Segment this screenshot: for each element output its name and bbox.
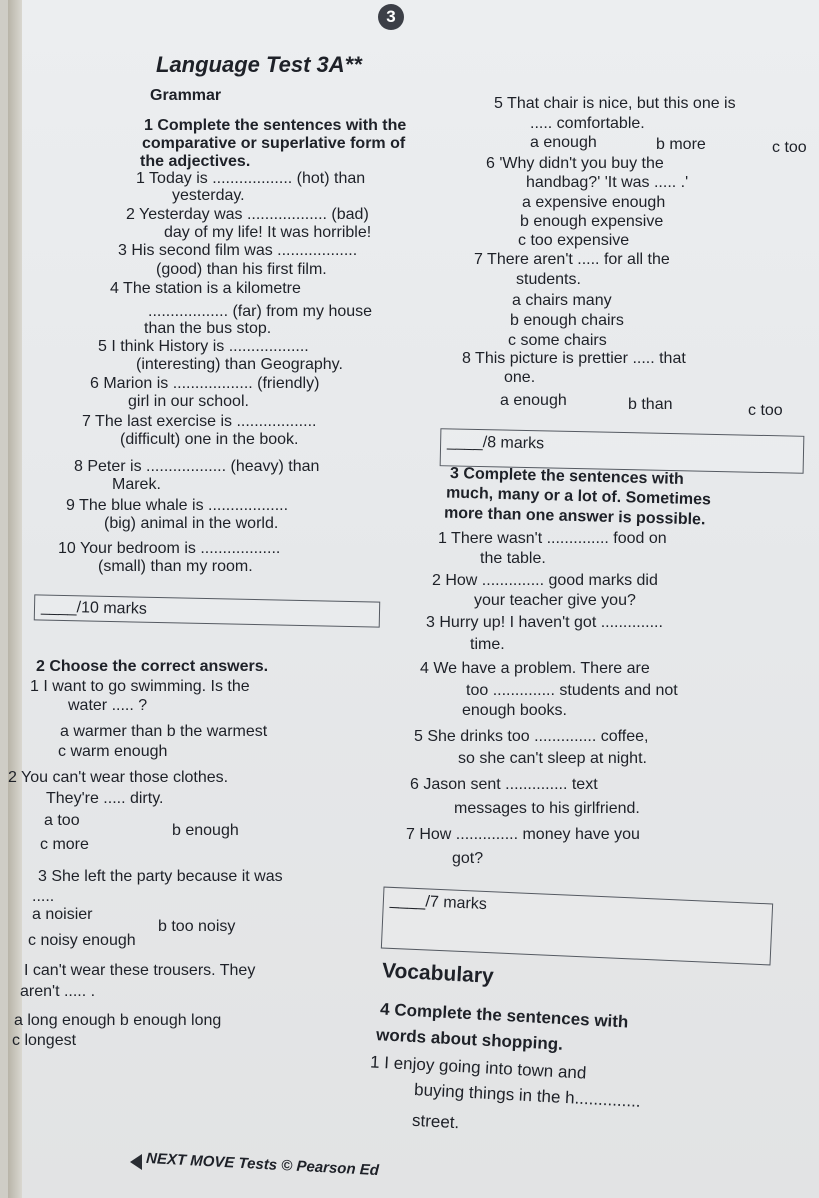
- footer-copyright: NEXT MOVE Tests © Pearson Ed: [145, 1149, 380, 1180]
- ex2-line: 3 She left the party because it was: [38, 868, 283, 885]
- ex2-right-line: a enough: [530, 134, 597, 151]
- ex2-instruction: 2 Choose the correct answers.: [36, 658, 269, 675]
- ex2-line: b too noisy: [158, 918, 236, 935]
- ex2-right-line: c too: [772, 139, 807, 156]
- ex1-score: ____/10 marks: [40, 598, 148, 618]
- ex3-line: 1 There wasn't .............. food on: [438, 530, 667, 547]
- ex3-line: 3 Hurry up! I haven't got ..............: [426, 614, 663, 631]
- ex4-instruction-1: 4 Complete the sentences with: [379, 999, 629, 1032]
- ex3-line: messages to his girlfriend.: [454, 800, 640, 817]
- ex3-line: enough books.: [462, 702, 567, 719]
- ex1-line: (small) than my room.: [98, 558, 253, 575]
- ex2-right-line: b enough expensive: [520, 213, 664, 230]
- ex3-line: got?: [452, 850, 484, 867]
- ex1-line: 8 Peter is .................. (heavy) than: [74, 458, 320, 475]
- ex1-line: 5 I think History is ..................: [98, 338, 309, 355]
- ex2-right-line: ..... comfortable.: [530, 115, 645, 132]
- test-title: Language Test 3A**: [156, 52, 362, 77]
- ex2-right-line: one.: [504, 369, 536, 386]
- grammar-heading: Grammar: [150, 87, 222, 104]
- ex1-line: Marek.: [112, 476, 161, 493]
- footer-arrow-icon: [130, 1154, 142, 1170]
- ex3-line: 5 She drinks too .............. coffee,: [414, 728, 649, 745]
- ex2-right-line: 8 This picture is prettier ..... that: [462, 350, 686, 367]
- ex1-line: girl in our school.: [128, 393, 249, 410]
- ex3-score: ____/7 marks: [389, 891, 488, 914]
- ex1-instruction-1: 1 Complete the sentences with the: [144, 117, 407, 134]
- vocabulary-heading: Vocabulary: [381, 959, 495, 988]
- ex1-instruction-3: the adjectives.: [140, 153, 251, 170]
- ex2-right-line: c too: [748, 402, 783, 419]
- ex1-line: 6 Marion is .................. (friendly): [90, 375, 320, 392]
- ex1-line: 7 The last exercise is ..................: [82, 413, 317, 430]
- ex1-instruction-2: comparative or superlative form of: [142, 135, 406, 152]
- ex2-right-line: a enough: [500, 392, 567, 409]
- ex2-line: c warm enough: [58, 743, 168, 760]
- ex4-line: 1 I enjoy going into town and: [369, 1052, 587, 1083]
- ex3-line: so she can't sleep at night.: [458, 750, 647, 767]
- ex3-instruction-1: 3 Complete the sentences with: [449, 464, 685, 489]
- ex1-score-box: [34, 594, 380, 627]
- ex1-line: than the bus stop.: [144, 320, 272, 337]
- ex2-line: c noisy enough: [28, 932, 136, 949]
- ex3-instruction-3: more than one answer is possible.: [443, 504, 706, 529]
- ex2-line: a noisier: [32, 906, 93, 923]
- ex2-line: aren't ..... .: [20, 983, 96, 1000]
- ex3-score-box: [381, 887, 773, 966]
- ex2-right-line: c some chairs: [508, 332, 607, 349]
- ex4-line: street.: [411, 1110, 460, 1133]
- ex2-right-line: b more: [656, 136, 706, 153]
- ex2-right-line: b enough chairs: [510, 312, 624, 329]
- ex1-line: (good) than his first film.: [156, 261, 327, 278]
- ex3-line: the table.: [480, 550, 546, 567]
- ex1-line: (big) animal in the world.: [104, 515, 279, 532]
- ex2-right-line: a chairs many: [512, 292, 612, 309]
- ex3-line: your teacher give you?: [474, 592, 636, 609]
- ex2-line: a long enough b enough long: [14, 1012, 222, 1029]
- ex2-line: b enough: [172, 822, 239, 839]
- ex2-right-line: 6 'Why didn't you buy the: [486, 155, 664, 172]
- ex3-line: too .............. students and not: [466, 682, 678, 699]
- ex3-instruction-2: much, many or a lot of. Sometimes: [445, 484, 712, 509]
- ex2-right-line: students.: [516, 271, 581, 288]
- ex4-instruction-2: words about shopping.: [375, 1025, 564, 1054]
- ex2-line: a too: [44, 812, 80, 829]
- ex1-line: (interesting) than Geography.: [136, 356, 343, 373]
- ex1-line: day of my life! It was horrible!: [164, 224, 372, 241]
- ex2-line: c longest: [12, 1032, 77, 1049]
- ex2-score: ____/8 marks: [446, 433, 545, 453]
- ex2-right-line: a expensive enough: [522, 194, 666, 211]
- ex1-line: 1 Today is .................. (hot) than: [136, 170, 366, 187]
- ex2-line: a warmer than b the warmest: [60, 723, 268, 740]
- worksheet-page: [8, 0, 819, 1198]
- ex2-right-line: b than: [628, 396, 673, 413]
- ex2-right-line: 7 There aren't ..... for all the: [474, 251, 670, 268]
- ex2-right-line: c too expensive: [518, 232, 630, 249]
- ex1-line: 4 The station is a kilometre: [110, 280, 301, 297]
- ex1-line: yesterday.: [172, 187, 245, 204]
- page-number-badge: 3: [378, 4, 404, 30]
- ex3-line: time.: [470, 636, 505, 653]
- ex1-line: 2 Yesterday was .................. (bad): [126, 206, 369, 223]
- ex2-line: 2 You can't wear those clothes.: [8, 769, 229, 786]
- ex3-line: 6 Jason sent .............. text: [410, 776, 598, 793]
- ex1-line: (difficult) one in the book.: [120, 431, 299, 448]
- ex2-right-line: 5 That chair is nice, but this one is: [494, 95, 736, 112]
- ex2-line: I can't wear these trousers. They: [24, 962, 256, 979]
- ex2-line: .....: [32, 888, 55, 905]
- ex3-line: 2 How .............. good marks did: [432, 572, 658, 589]
- ex1-line: 10 Your bedroom is ..................: [58, 540, 281, 557]
- ex2-right-line: handbag?' 'It was ..... .': [526, 174, 689, 191]
- ex1-line: 9 The blue whale is ..................: [66, 497, 289, 514]
- ex1-line: 3 His second film was ..................: [118, 242, 358, 259]
- ex4-line: buying things in the h..............: [413, 1080, 642, 1111]
- ex2-line: 1 I want to go swimming. Is the: [30, 678, 250, 695]
- ex2-line: water ..... ?: [68, 697, 148, 714]
- ex3-line: 4 We have a problem. There are: [420, 660, 650, 677]
- ex2-line: They're ..... dirty.: [46, 790, 164, 807]
- ex3-line: 7 How .............. money have you: [406, 826, 640, 843]
- ex1-line: .................. (far) from my house: [148, 303, 373, 320]
- ex2-line: c more: [40, 836, 89, 853]
